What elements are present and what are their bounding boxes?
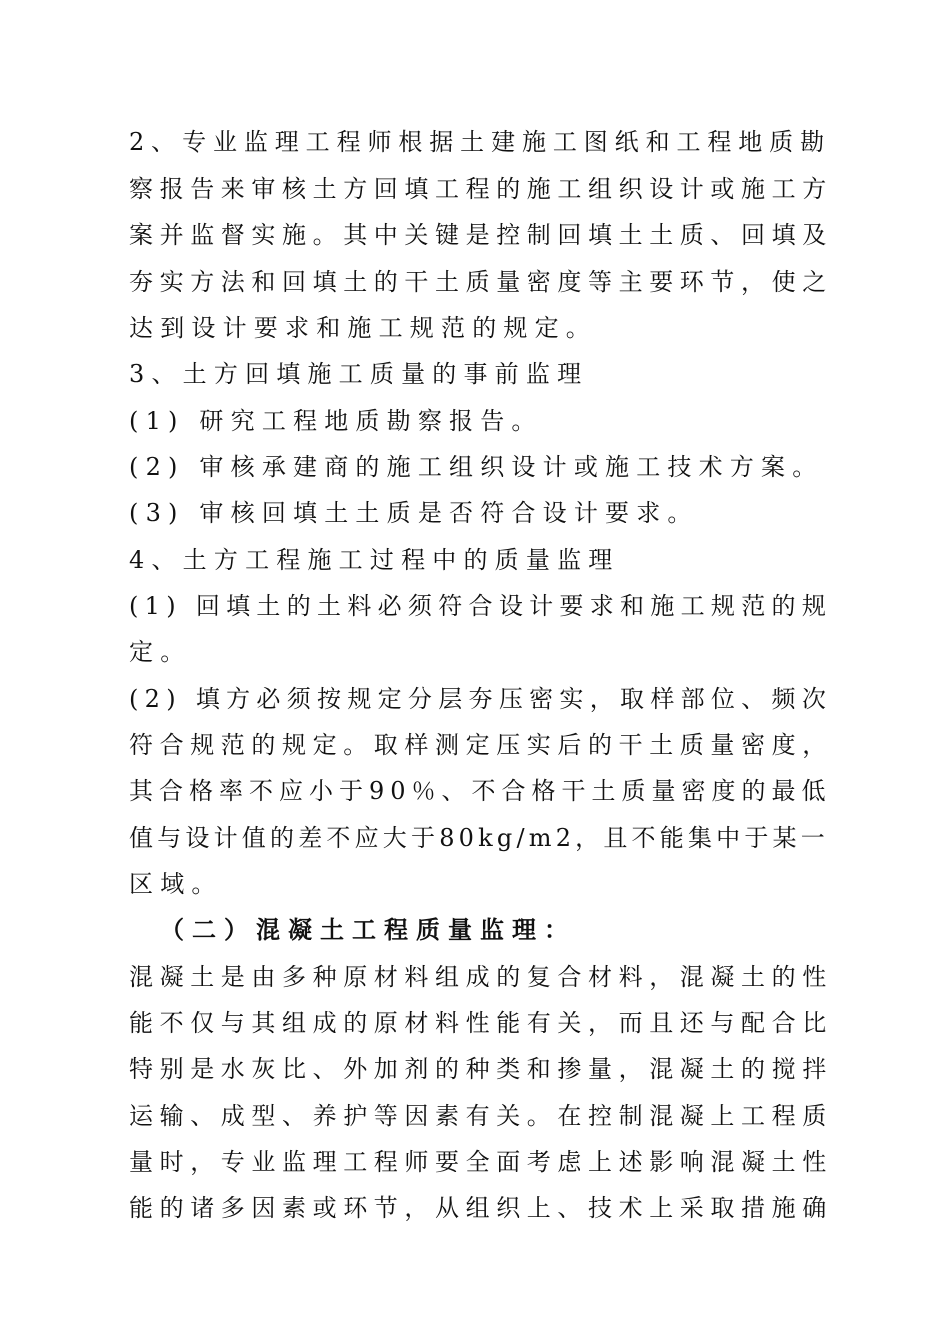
- section-3-item-3: (3) 审核回填土土质是否符合设计要求。: [129, 499, 699, 527]
- section-4-item-2-line-3: 其合格率不应小于90％、不合格干土质量密度的最低: [129, 777, 832, 805]
- section-4-item-2-line-5: 区域。: [129, 870, 223, 898]
- section-4-item-1-line-2: 定。: [129, 638, 192, 666]
- section-3-title: 3、土方回填施工质量的事前监理: [129, 360, 589, 388]
- paragraph-2-line-4: 夯实方法和回填土的干土质量密度等主要环节，使之: [129, 268, 833, 296]
- concrete-section-heading: （二）混凝土工程质量监理：: [160, 916, 576, 944]
- concrete-paragraph-line-5: 量时，专业监理工程师要全面考虑上述影响混凝土性: [129, 1148, 833, 1176]
- section-4-item-2-line-4: 值与设计值的差不应大于80kg/m2，且不能集中于某一: [129, 824, 829, 852]
- paragraph-2-line-3: 案并监督实施。其中关键是控制回填土土质、回填及: [129, 221, 833, 249]
- concrete-paragraph-line-3: 特别是水灰比、外加剂的种类和掺量，混凝土的搅拌: [129, 1055, 833, 1083]
- paragraph-2-line-1: 2、专业监理工程师根据土建施工图纸和工程地质勘: [129, 128, 831, 156]
- section-3-item-2: (2) 审核承建商的施工组织设计或施工技术方案。: [129, 453, 824, 481]
- section-4-item-2-line-1: (2) 填方必须按规定分层夯压密实，取样部位、频次: [129, 685, 833, 713]
- section-4-title: 4、土方工程施工过程中的质量监理: [129, 546, 620, 574]
- concrete-paragraph-line-4: 运输、成型、养护等因素有关。在控制混凝上工程质: [129, 1102, 833, 1130]
- section-3-item-1: (1) 研究工程地质勘察报告。: [129, 407, 543, 435]
- section-4-item-2-line-2: 符合规范的规定。取样测定压实后的干土质量密度，: [129, 731, 833, 759]
- concrete-paragraph-line-2: 能不仅与其组成的原材料性能有关，而且还与配合比: [129, 1009, 833, 1037]
- section-4-item-1-line-1: (1) 回填土的土料必须符合设计要求和施工规范的规: [129, 592, 833, 620]
- paragraph-2-line-5: 达到设计要求和施工规范的规定。: [129, 314, 597, 342]
- paragraph-2-line-2: 察报告来审核土方回填工程的施工组织设计或施工方: [129, 175, 833, 203]
- concrete-paragraph-line-1: 混凝土是由多种原材料组成的复合材料，混凝土的性: [129, 963, 833, 991]
- concrete-paragraph-line-6: 能的诸多因素或环节，从组织上、技术上采取措施确: [129, 1194, 833, 1222]
